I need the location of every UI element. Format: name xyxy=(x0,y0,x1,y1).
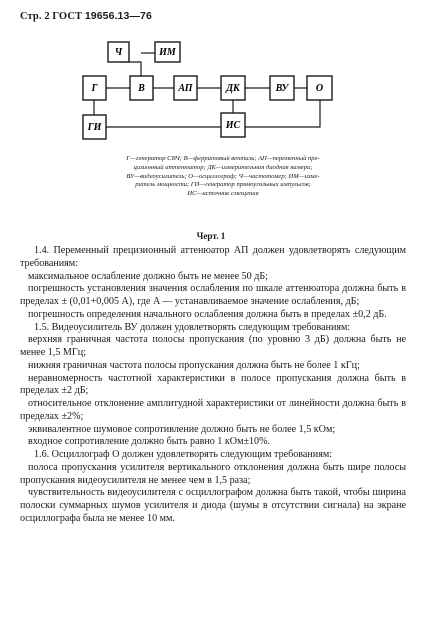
legend-line: ИС—источник смещения xyxy=(187,190,259,198)
paragraph: неравномерность частотной характеристики в полосе пропускания должна быть в пределах ±2 дБ; xyxy=(20,372,406,397)
paragraph: погрешность установления значения ослабления по шкале аттенюатора должна быть в пределах ± (0,01+0,005 A), где A — устанавливаемое значение ослабления, дБ; xyxy=(20,283,406,307)
wire-v-ch xyxy=(118,62,141,76)
label-ap: АП xyxy=(178,82,193,94)
legend-line: Г—генератор СВЧ; В—ферритовый вентиль; АП—переменный пре- xyxy=(126,155,320,162)
paragraph: максимальное ослабление должно быть не менее 50 дБ; xyxy=(28,270,268,282)
paragraph: 1.5. Видеоусилитель ВУ должен удовлетворять следующим требованиям: xyxy=(34,321,351,333)
standard-number: 19656.13—76 xyxy=(84,10,152,22)
diagram-legend xyxy=(58,155,388,199)
label-dk: ДК xyxy=(226,82,240,94)
paragraph: эквивалентное шумовое сопротивление должно быть не более 1,5 кОм; xyxy=(28,423,336,435)
label-im: ИМ xyxy=(159,46,176,58)
label-vu: ВУ xyxy=(275,82,289,94)
paragraph: 1.4. Переменный прецизионный аттенюатор АП должен удовлетворять следующим требованиям: xyxy=(20,245,406,269)
wire-gi-o xyxy=(106,100,320,127)
label-g: Г xyxy=(91,82,98,94)
legend-line: ритель мощности; ГИ—генератор прямоугольных импульсов; xyxy=(135,181,311,189)
label-o: О xyxy=(315,82,324,94)
label-v: В xyxy=(138,82,145,94)
page-number: Стр. 2 xyxy=(20,11,50,22)
paragraph: полоса пропускания усилителя вертикального отклонения должна быть шире полосы пропускания видеоусилителя не менее чем в 1,5 раза; xyxy=(20,461,406,486)
figure-caption: Черт. 1 xyxy=(196,231,226,241)
label-gi: ГИ xyxy=(87,121,102,133)
paragraph: относительное отклонение амплитудной характеристики от линейности должна быть в пределах ±2%; xyxy=(20,398,406,422)
legend-line: цизионный аттенюатор; ДК—измерительная диодная камера; xyxy=(133,163,313,171)
paragraph: чувствительность видеоусилителя с осциллографом должна быть такой, чтобы ширина полоски суммарных шумов усилителя и диода (шумы в отсутствии сигнала) на экране осциллографа была не менее 10 мм. xyxy=(20,487,406,524)
label-ch: Ч xyxy=(114,46,123,58)
paragraph: 1.6. Осциллограф О должен удовлетворять следующим требованиям: xyxy=(34,449,333,460)
legend-line: ВУ—видеоусилитель; О—осциллограф; Ч—частотомер; ИМ—изме- xyxy=(126,172,320,180)
paragraph: нижняя граничная частота полосы пропускания должна быть не более 1 кГц; xyxy=(28,359,360,371)
block-diagram xyxy=(0,0,422,240)
label-is: ИС xyxy=(225,119,241,131)
standard-label: ГОСТ xyxy=(52,11,83,22)
paragraph: верхняя граничная частота полосы пропускания (по уровню 3 дБ) должна быть не менее 1,5 МГц; xyxy=(20,334,406,358)
paragraph: погрешность определения начального ослабления должна быть в пределах ±0,2 дБ. xyxy=(28,308,387,320)
document-body xyxy=(20,245,406,526)
paragraph: входное сопротивление должно быть равно 1 кОм±10%. xyxy=(28,436,271,448)
